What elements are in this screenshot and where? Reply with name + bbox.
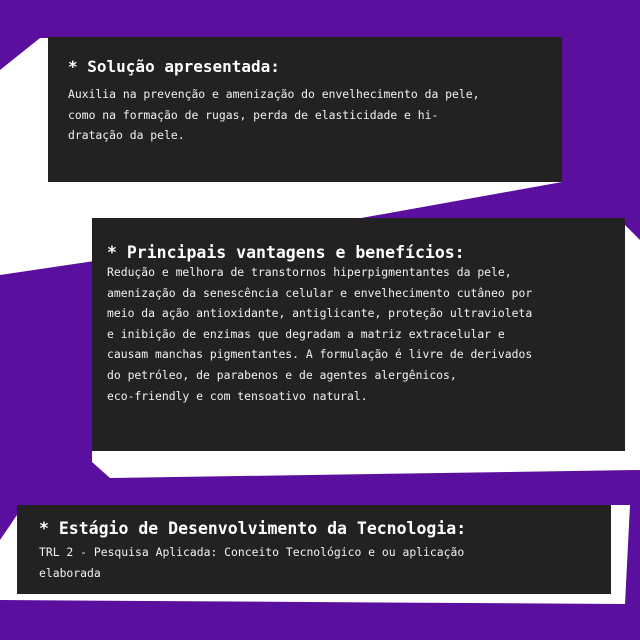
estagio-card [17, 505, 611, 594]
estagio-body: TRL 2 - Pesquisa Aplicada: Conceito Tecnológico e ou aplicação elaborada [39, 545, 465, 580]
solucao-title: * Solução apresentada: [68, 57, 280, 76]
solucao-card [48, 37, 562, 182]
estagio-title: * Estágio de Desenvolvimento da Tecnologia: [39, 519, 467, 538]
vantagens-title: * Principais vantagens e benefícios: [107, 243, 465, 262]
solucao-body: Auxilia na prevenção e amenização do envelhecimento da pele, como na formação de rugas, perda de elasticidade e hi- dratação da pele. [68, 87, 480, 142]
vantagens-body: Redução e melhora de transtornos hiperpigmentantes da pele, amenização da senescência celular e envelhecimento cutâneo por meio da ação antioxidante, antiglicante, proteção ultravioleta e inibição de enzimas que degradam a matriz extracelular e causam manchas pigmentantes. A formulação é livre de derivados do petróleo, de parabenos e de agentes alergênicos, eco-friendly e com tensoativo natural. [107, 265, 533, 403]
vantagens-card [92, 218, 625, 451]
